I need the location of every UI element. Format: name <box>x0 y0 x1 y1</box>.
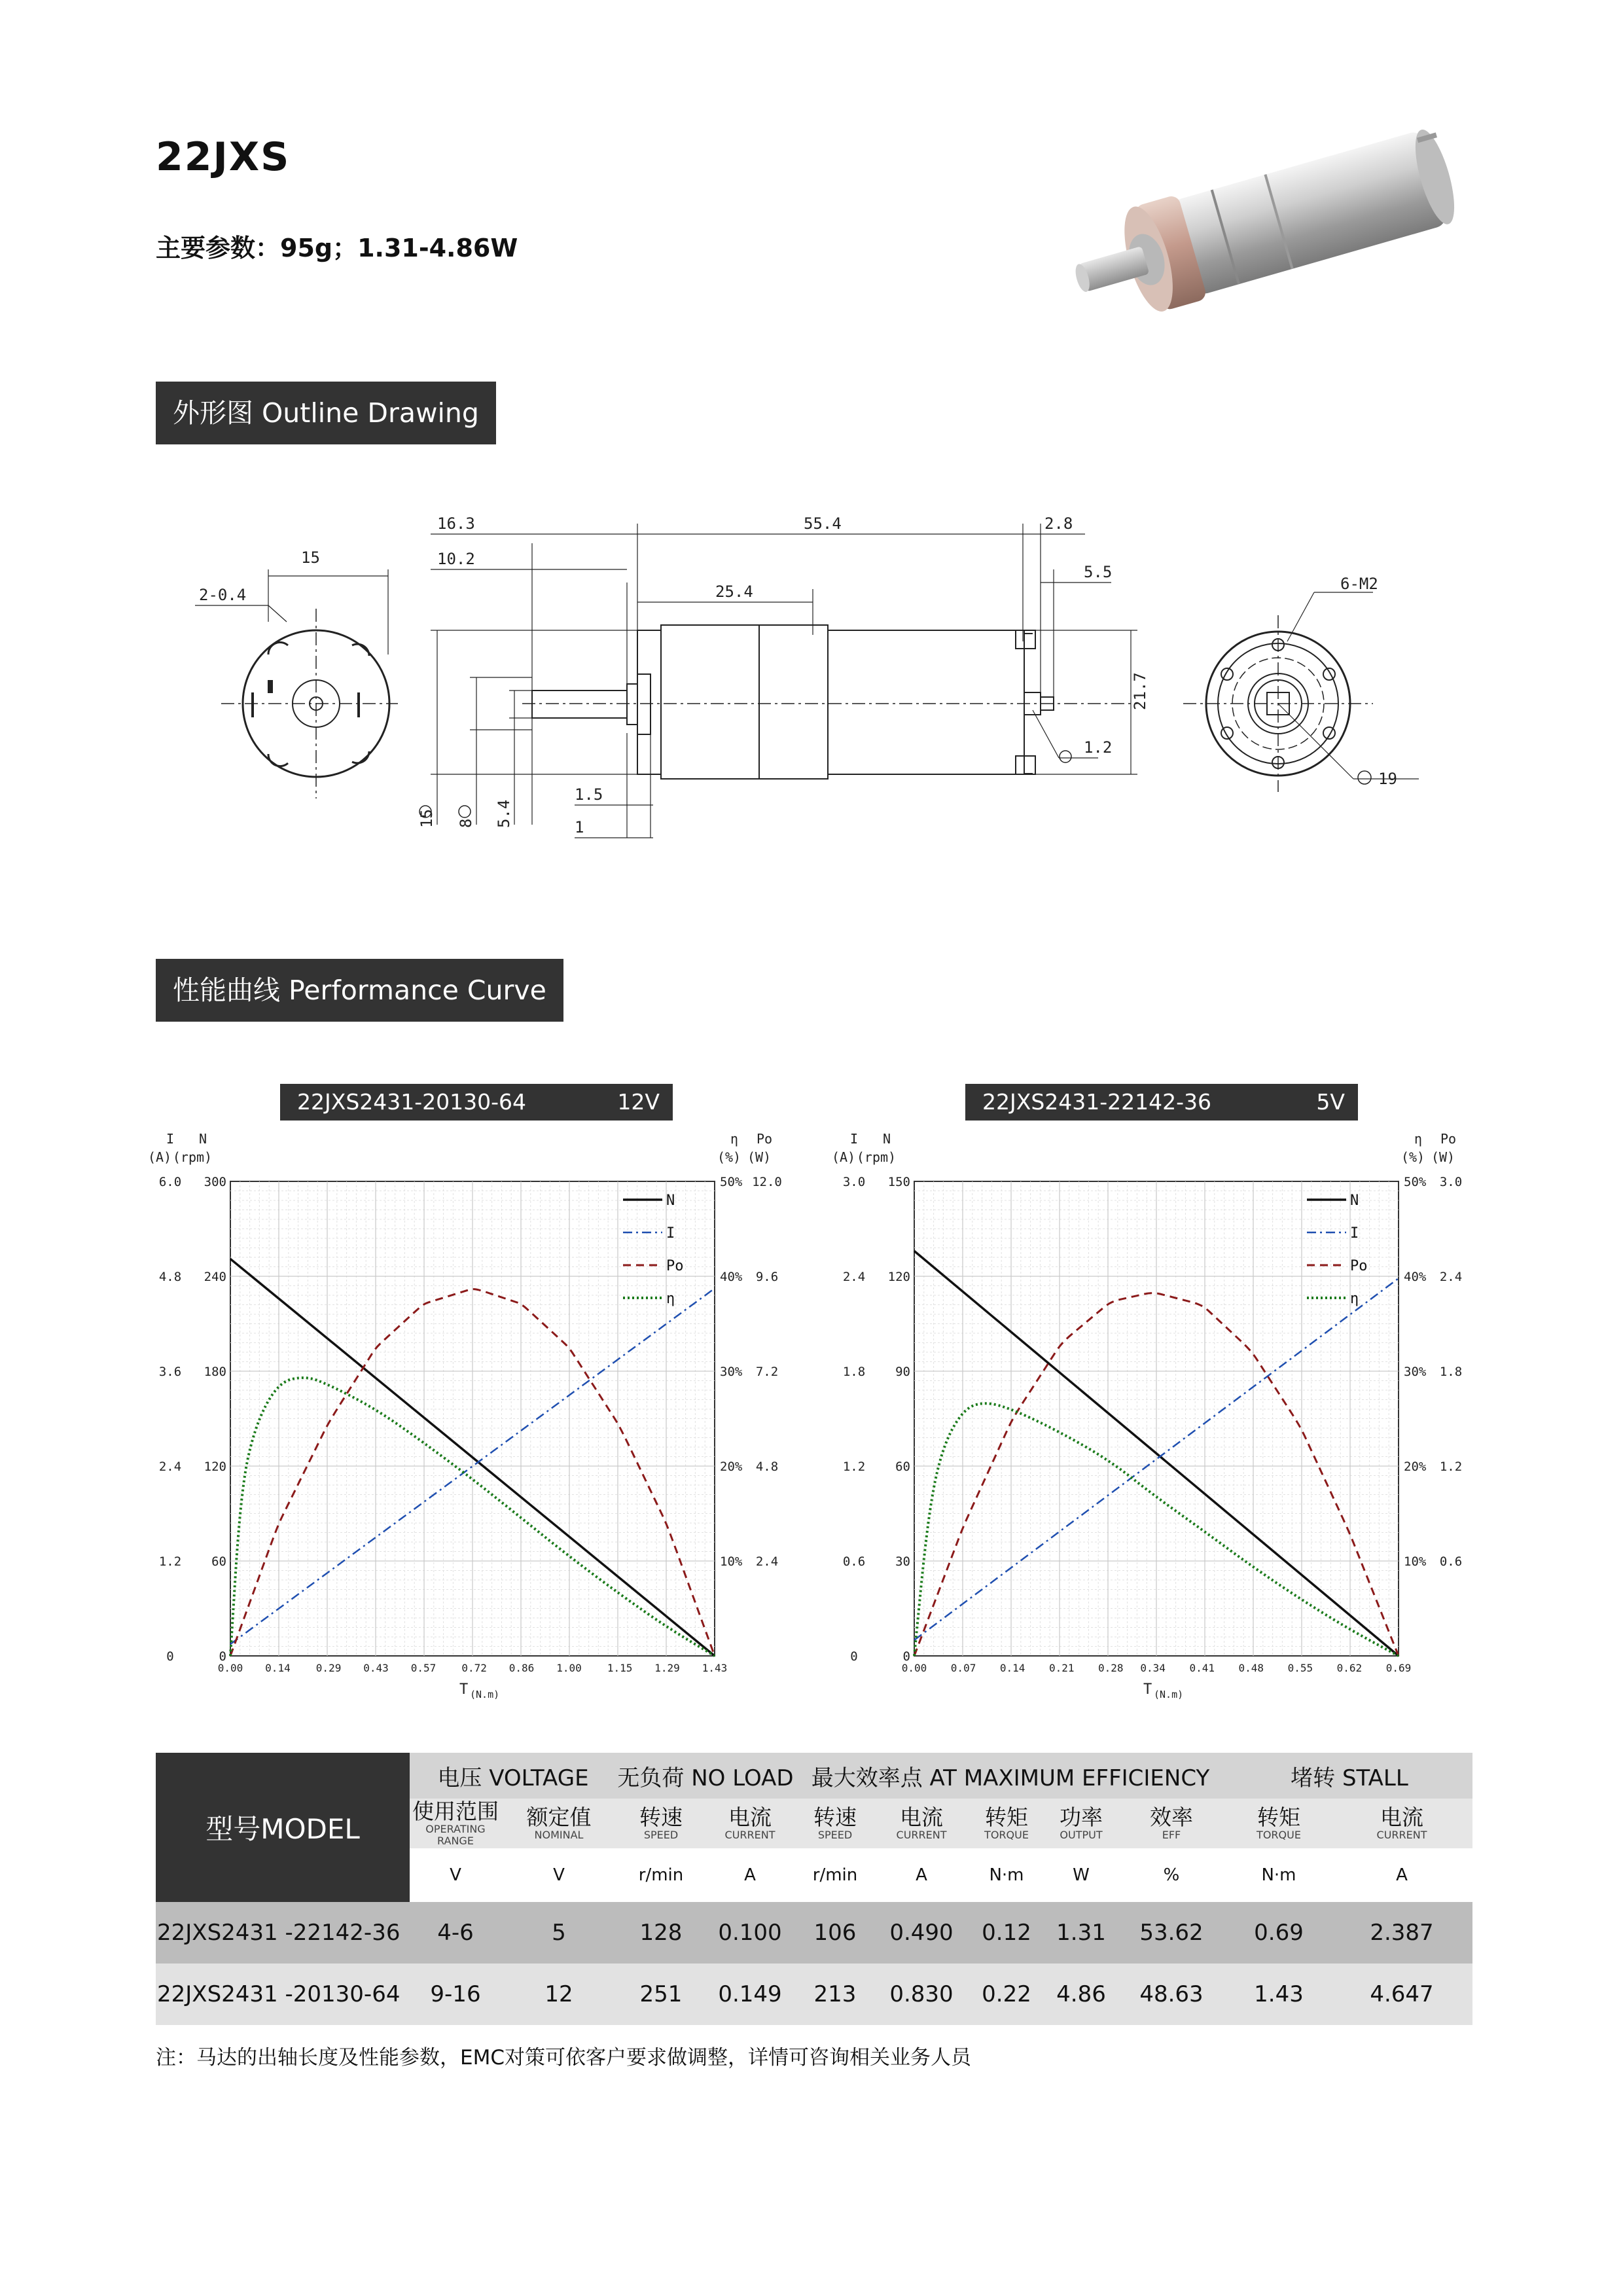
x-tick: 0.21 <box>1048 1662 1075 1674</box>
axis-po-unit: (W) <box>747 1149 772 1165</box>
unit-cell: A <box>705 1848 794 1902</box>
subheader-6 <box>967 1799 1046 1848</box>
subheader-en: NOMINAL <box>534 1829 584 1841</box>
row-value: 128 <box>616 1902 705 1964</box>
subheader-0 <box>410 1799 501 1848</box>
y-tick-po: 9.6 <box>755 1270 779 1284</box>
axis-n-label: N <box>198 1131 207 1147</box>
y-tick-i: 0 <box>166 1649 174 1664</box>
row-value: 53.62 <box>1116 1902 1226 1964</box>
y-tick-eta: 40% <box>720 1270 743 1284</box>
row-value: 0.69 <box>1226 1902 1331 1964</box>
dim-6-m2: 6-M2 <box>1340 575 1378 593</box>
axis-eta-unit: (%) <box>1400 1149 1425 1165</box>
dim-1-5: 1.5 <box>575 785 603 804</box>
unit-cell: % <box>1116 1848 1226 1902</box>
y-tick-n: 120 <box>204 1460 226 1474</box>
y-tick-i: 0 <box>850 1649 858 1664</box>
y-tick-n: 120 <box>887 1270 910 1284</box>
x-tick: 0.41 <box>1189 1662 1215 1674</box>
legend-label: Po <box>666 1258 684 1274</box>
subheader-en: EFF <box>1162 1829 1181 1841</box>
y-tick-po: 12.0 <box>752 1175 782 1189</box>
unit-cell: A <box>876 1848 967 1902</box>
x-tick: 0.07 <box>950 1662 976 1674</box>
group-voltage: 电压 VOLTAGE <box>410 1753 616 1799</box>
x-tick: 0.00 <box>217 1662 243 1674</box>
legend-label: Po <box>1350 1258 1368 1274</box>
x-axis-label: T <box>1143 1681 1152 1698</box>
subheader-en: CURRENT <box>896 1829 947 1841</box>
group-maxeff: 最大效率点 AT MAXIMUM EFFICIENCY <box>794 1753 1226 1799</box>
unit-cell: V <box>501 1848 616 1902</box>
y-tick-eta: 30% <box>1404 1365 1427 1379</box>
x-axis-unit: (N.m) <box>1154 1689 1184 1700</box>
y-tick-i: 1.2 <box>842 1460 866 1474</box>
row-value: 5 <box>501 1902 616 1964</box>
x-tick: 0.57 <box>410 1662 437 1674</box>
x-tick: 1.00 <box>556 1662 582 1674</box>
chart2-title-bar <box>965 1084 1358 1121</box>
subheader-en: OUTPUT <box>1060 1829 1103 1841</box>
y-tick-po: 4.8 <box>755 1460 779 1474</box>
x-tick: 0.14 <box>999 1662 1026 1674</box>
y-tick-i: 1.2 <box>158 1554 182 1569</box>
unit-cell: A <box>1331 1848 1472 1902</box>
axis-po-unit: (W) <box>1431 1149 1455 1165</box>
subheader-en: SPEED <box>643 1829 679 1841</box>
motor-product-image <box>1008 137 1479 353</box>
x-axis-label: T <box>459 1681 469 1698</box>
subheader-en: TORQUE <box>984 1829 1029 1841</box>
unit-cell: V <box>410 1848 501 1902</box>
y-tick-eta: 10% <box>1404 1554 1427 1569</box>
row-model: 22JXS2431 -22142-36 <box>156 1902 410 1964</box>
row-model: 22JXS2431 -20130-64 <box>156 1964 410 2025</box>
unit-cell: N·m <box>1226 1848 1331 1902</box>
chart2-model: 22JXS2431-22142-36 <box>982 1089 1212 1115</box>
x-tick: 0.00 <box>901 1662 927 1674</box>
subheader-cn: 使用范围 <box>412 1799 499 1824</box>
row-value: 1.43 <box>1226 1964 1331 2025</box>
subheader-cn: 电流 <box>1380 1804 1423 1830</box>
subheader-1 <box>501 1799 616 1848</box>
subheader-en: CURRENT <box>724 1829 776 1841</box>
subheader-10 <box>1331 1799 1472 1848</box>
dim-10-2: 10.2 <box>437 550 475 568</box>
y-tick-po: 0.6 <box>1439 1554 1463 1569</box>
subheader-en: TORQUE <box>1257 1829 1301 1841</box>
unit-cell: W <box>1046 1848 1116 1902</box>
axis-eta-label: η <box>730 1131 739 1147</box>
axis-i-label: I <box>166 1131 175 1147</box>
subheader-en: SPEED <box>817 1829 853 1841</box>
y-tick-n: 60 <box>895 1460 910 1474</box>
y-tick-i: 3.0 <box>842 1175 866 1189</box>
subheader-cn: 转速 <box>639 1804 683 1830</box>
x-tick: 0.69 <box>1385 1662 1412 1674</box>
dim-15: 15 <box>301 548 320 567</box>
x-tick: 0.55 <box>1287 1662 1313 1674</box>
x-tick: 0.34 <box>1140 1662 1166 1674</box>
y-tick-eta: 50% <box>720 1175 743 1189</box>
subheader-9 <box>1226 1799 1331 1848</box>
x-axis-unit: (N.m) <box>470 1689 500 1700</box>
y-tick-eta: 30% <box>720 1365 743 1379</box>
row-value: 106 <box>794 1902 876 1964</box>
row-value: 4.647 <box>1331 1964 1472 2025</box>
y-tick-i: 6.0 <box>158 1175 182 1189</box>
performance-chart-12v <box>147 1129 782 1712</box>
y-tick-i: 2.4 <box>842 1270 866 1284</box>
y-tick-n: 0 <box>219 1649 226 1664</box>
axis-n-label: N <box>882 1131 891 1147</box>
dim-5-5: 5.5 <box>1084 563 1113 581</box>
x-tick: 1.29 <box>654 1662 680 1674</box>
y-tick-po: 7.2 <box>755 1365 779 1379</box>
x-tick: 0.48 <box>1238 1662 1264 1674</box>
row-value: 0.149 <box>705 1964 794 2025</box>
y-tick-po: 3.0 <box>1439 1175 1463 1189</box>
y-tick-eta: 20% <box>1404 1460 1427 1474</box>
x-tick: 0.62 <box>1336 1662 1363 1674</box>
x-tick: 0.43 <box>363 1662 389 1674</box>
axis-i-unit: (A) <box>147 1149 172 1165</box>
y-tick-i: 1.8 <box>842 1365 866 1379</box>
subheader-cn: 功率 <box>1060 1804 1103 1830</box>
y-tick-n: 150 <box>887 1175 910 1189</box>
subheader-en: CURRENT <box>1376 1829 1427 1841</box>
y-tick-i: 4.8 <box>158 1270 182 1284</box>
dim-5-4: 5.4 <box>495 799 513 828</box>
y-tick-i: 3.6 <box>158 1365 182 1379</box>
subheader-cn: 效率 <box>1150 1804 1193 1830</box>
legend-label: I <box>1350 1225 1359 1242</box>
row-value: 213 <box>794 1964 876 2025</box>
axis-po-label: Po <box>1440 1131 1457 1147</box>
axis-eta-unit: (%) <box>717 1149 741 1165</box>
x-tick: 0.29 <box>315 1662 342 1674</box>
chart1-model: 22JXS2431-20130-64 <box>297 1089 527 1115</box>
row-value: 9-16 <box>410 1964 501 2025</box>
y-tick-po: 2.4 <box>755 1554 779 1569</box>
y-tick-n: 180 <box>204 1365 226 1379</box>
y-tick-i: 2.4 <box>158 1460 182 1474</box>
y-tick-po: 1.2 <box>1439 1460 1463 1474</box>
chart2-voltage: 5V <box>1316 1089 1345 1115</box>
legend-label: N <box>1350 1193 1359 1209</box>
axis-i-label: I <box>849 1131 859 1147</box>
row-value: 0.490 <box>876 1902 967 1964</box>
model-header: 型号MODEL <box>156 1753 410 1902</box>
dim-2-0-4: 2-0.4 <box>199 586 247 604</box>
y-tick-n: 300 <box>204 1175 226 1189</box>
group-stall: 堵转 STALL <box>1226 1753 1472 1799</box>
unit-cell: N·m <box>967 1848 1046 1902</box>
row-value: 1.31 <box>1046 1902 1116 1964</box>
x-tick: 1.43 <box>702 1662 728 1674</box>
subheader-cn: 电流 <box>900 1804 943 1830</box>
dim-55-4: 55.4 <box>804 514 842 533</box>
subheader-en: OPERATING RANGE <box>425 1823 486 1847</box>
dim-2-8: 2.8 <box>1044 514 1073 533</box>
unit-cell: r/min <box>794 1848 876 1902</box>
y-tick-n: 90 <box>895 1365 910 1379</box>
y-tick-eta: 50% <box>1404 1175 1427 1189</box>
x-tick: 1.15 <box>607 1662 633 1674</box>
dim-1: 1 <box>575 818 584 836</box>
performance-curve-header: 性能曲线 Performance Curve <box>156 959 563 1022</box>
legend-label: η <box>1350 1291 1359 1307</box>
main-parameters: 主要参数：95g；1.31-4.86W <box>156 234 518 262</box>
y-tick-po: 1.8 <box>1439 1365 1463 1379</box>
row-value: 12 <box>501 1964 616 2025</box>
dim-16-3: 16.3 <box>437 514 475 533</box>
footnote: 注：马达的出轴长度及性能参数，EMC对策可依客户要求做调整，详情可咨询相关业务人员 <box>156 2046 971 2070</box>
outline-drawing-header: 外形图 Outline Drawing <box>156 382 496 444</box>
y-tick-i: 0.6 <box>842 1554 866 1569</box>
axis-n-unit: (rpm) <box>856 1149 897 1165</box>
legend-label: N <box>666 1193 675 1209</box>
group-noload: 无负荷 NO LOAD <box>616 1753 794 1799</box>
subheader-cn: 额定值 <box>526 1804 592 1830</box>
dim-phi-8: 8 <box>457 818 475 828</box>
y-tick-eta: 10% <box>720 1554 743 1569</box>
dim-phi-15: 15 <box>418 809 436 828</box>
axis-eta-label: η <box>1414 1131 1423 1147</box>
dim-phi-19: 19 <box>1378 770 1397 788</box>
axis-n-unit: (rpm) <box>172 1149 213 1165</box>
row-value: 0.22 <box>967 1964 1046 2025</box>
row-value: 48.63 <box>1116 1964 1226 2025</box>
dim-25-4: 25.4 <box>715 583 753 601</box>
x-tick: 0.14 <box>265 1662 291 1674</box>
axis-i-unit: (A) <box>831 1149 856 1165</box>
y-tick-eta: 40% <box>1404 1270 1427 1284</box>
row-value: 0.12 <box>967 1902 1046 1964</box>
row-value: 251 <box>616 1964 705 2025</box>
row-value: 0.100 <box>705 1902 794 1964</box>
dim-phi-1-2: 1.2 <box>1084 738 1113 757</box>
x-tick: 0.86 <box>508 1662 535 1674</box>
y-tick-po: 2.4 <box>1439 1270 1463 1284</box>
subheader-8 <box>1116 1799 1226 1848</box>
subheader-cn: 电流 <box>728 1804 772 1830</box>
legend-label: η <box>666 1291 675 1307</box>
chart1-voltage: 12V <box>617 1089 660 1115</box>
page-title: 22JXS <box>156 134 291 180</box>
unit-cell: r/min <box>616 1848 705 1902</box>
performance-chart-5v <box>831 1129 1463 1712</box>
chart1-title-bar <box>280 1084 673 1121</box>
x-tick: 0.28 <box>1098 1662 1124 1674</box>
dim-21-7: 21.7 <box>1131 672 1149 710</box>
subheader-cn: 转矩 <box>985 1804 1028 1830</box>
y-tick-n: 30 <box>895 1554 910 1569</box>
axis-po-label: Po <box>756 1131 773 1147</box>
y-tick-n: 0 <box>902 1649 910 1664</box>
row-value: 2.387 <box>1331 1902 1472 1964</box>
subheader-3 <box>705 1799 794 1848</box>
y-tick-eta: 20% <box>720 1460 743 1474</box>
outline-drawing <box>156 484 1472 851</box>
subheader-cn: 转矩 <box>1257 1804 1300 1830</box>
y-tick-n: 240 <box>204 1270 226 1284</box>
x-tick: 0.72 <box>461 1662 487 1674</box>
y-tick-n: 60 <box>211 1554 226 1569</box>
subheader-4 <box>794 1799 876 1848</box>
row-value: 0.830 <box>876 1964 967 2025</box>
row-value: 4.86 <box>1046 1964 1116 2025</box>
subheader-2 <box>616 1799 705 1848</box>
subheader-5 <box>876 1799 967 1848</box>
legend-label: I <box>666 1225 675 1242</box>
row-value: 4-6 <box>410 1902 501 1964</box>
subheader-7 <box>1046 1799 1116 1848</box>
subheader-cn: 转速 <box>813 1804 857 1830</box>
